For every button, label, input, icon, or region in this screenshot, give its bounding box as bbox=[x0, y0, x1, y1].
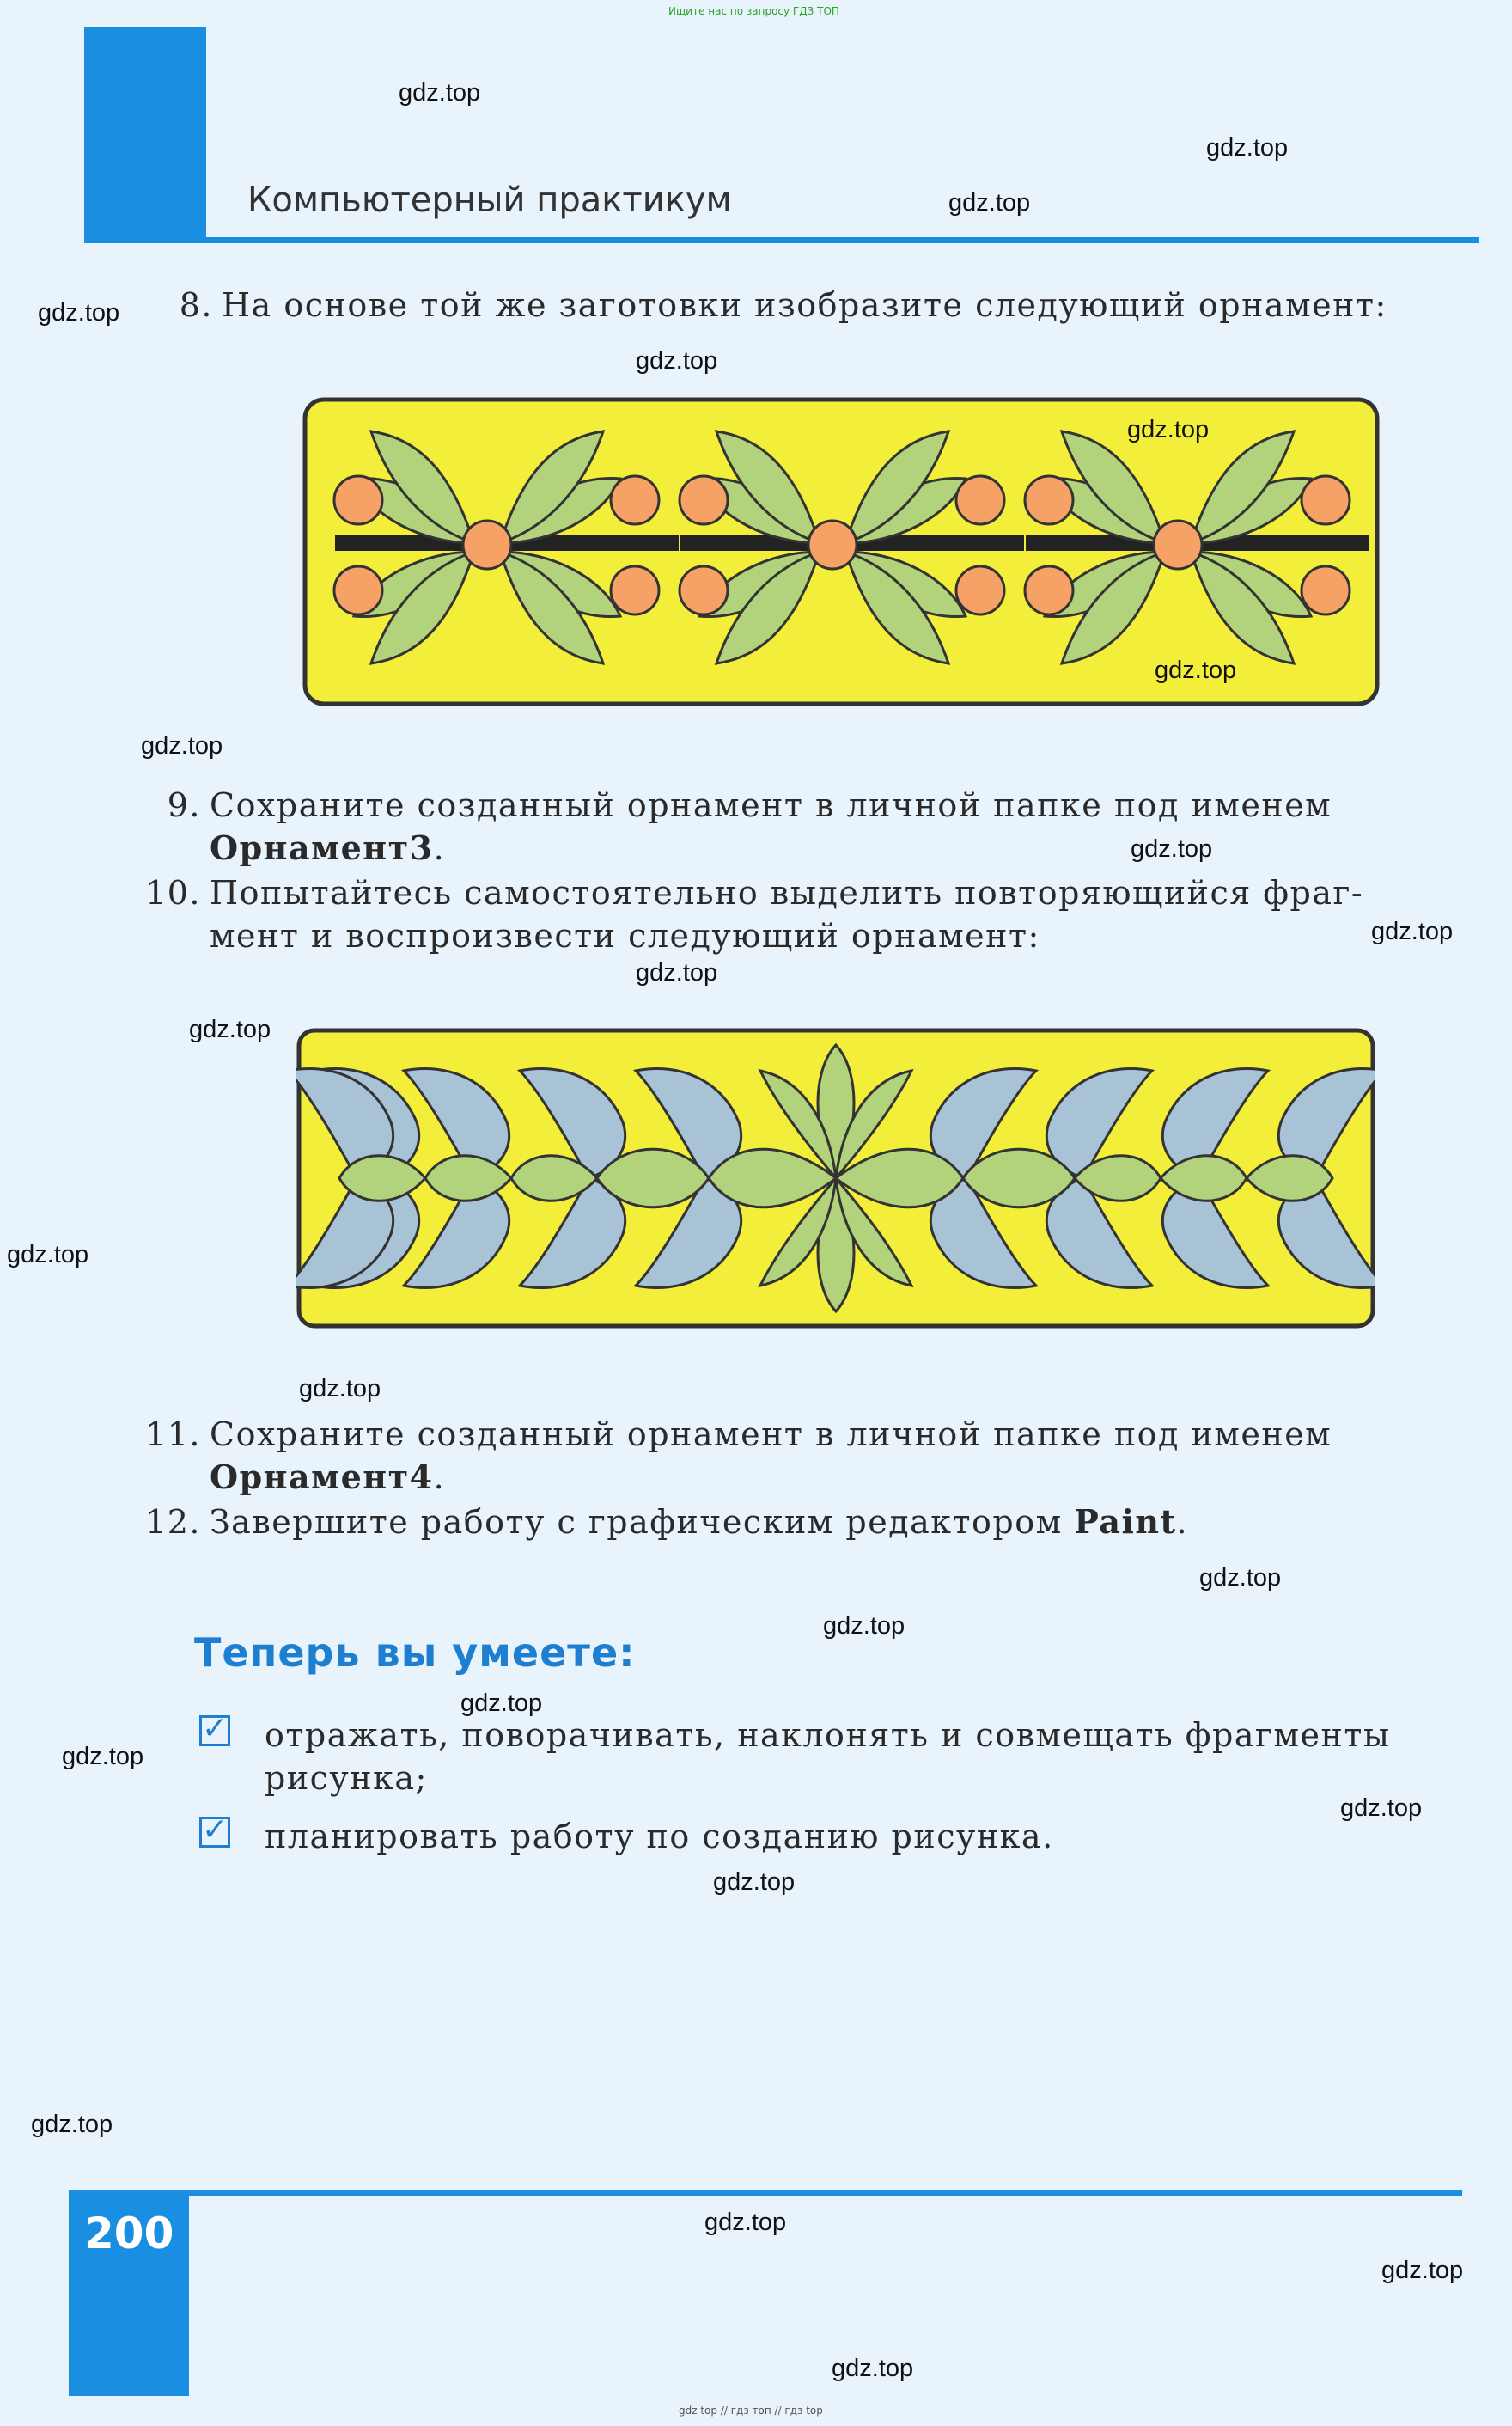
task-number: 11. bbox=[145, 1415, 201, 1453]
task-tail: . bbox=[433, 829, 446, 867]
task-11 bbox=[129, 1413, 1481, 1499]
header-color-bar bbox=[84, 27, 206, 237]
skills-title: Теперь вы умеете: bbox=[194, 1629, 636, 1676]
task-text: Завершите работу с графическим редактором bbox=[210, 1503, 1063, 1541]
task-text: Сохраните созданный орнамент в личной папке под именем bbox=[210, 1415, 1332, 1453]
checkbox-checked-icon: ✓ bbox=[199, 1715, 230, 1746]
watermark: gdz.top bbox=[1381, 2257, 1464, 2284]
task-10 bbox=[129, 871, 1481, 957]
skill-text: отражать, поворачивать, наклонять и совмещать фрагменты bbox=[265, 1716, 1391, 1754]
skill-text: планировать работу по созданию рисунка. bbox=[265, 1818, 1054, 1855]
task-text: Сохраните созданный орнамент в личной папке под именем bbox=[210, 786, 1332, 824]
task-9 bbox=[141, 784, 1481, 870]
task-text-line2: мент и воспроизвести следующий орнамент: bbox=[210, 917, 1040, 955]
watermark: gdz.top bbox=[832, 2355, 914, 2382]
watermark: gdz.top bbox=[636, 347, 718, 375]
task-8 bbox=[153, 284, 1476, 327]
header-rule bbox=[84, 237, 1479, 243]
top-notice: Ищите нас по запросу ГДЗ ТОП bbox=[668, 5, 839, 17]
watermark: gdz.top bbox=[299, 1375, 381, 1402]
watermark: gdz.top bbox=[62, 1743, 144, 1770]
task-text: На основе той же заготовки изобразите следующий орнамент: bbox=[222, 286, 1387, 324]
skill-text-line2: рисунка; bbox=[265, 1759, 428, 1797]
watermark: gdz.top bbox=[1155, 657, 1237, 684]
page-number: 200 bbox=[84, 2209, 174, 2258]
watermark: gdz.top bbox=[31, 2111, 113, 2138]
task-12 bbox=[129, 1500, 1481, 1543]
watermark: gdz.top bbox=[399, 79, 481, 107]
program-name: Paint bbox=[1074, 1502, 1177, 1541]
watermark: gdz.top bbox=[1371, 918, 1454, 945]
section-title: Компьютерный практикум bbox=[247, 180, 732, 220]
watermark: gdz.top bbox=[189, 1016, 271, 1043]
watermark: gdz.top bbox=[38, 299, 120, 327]
watermark: gdz.top bbox=[1127, 416, 1210, 443]
task-tail: . bbox=[1176, 1503, 1189, 1541]
watermark: gdz.top bbox=[1206, 134, 1289, 162]
task-tail: . bbox=[433, 1458, 446, 1496]
file-name: Орнамент3 bbox=[210, 828, 434, 867]
task-number: 10. bbox=[145, 874, 201, 912]
watermark: gdz.top bbox=[1340, 1794, 1423, 1822]
task-number: 9. bbox=[167, 786, 201, 824]
watermark: gdz.top bbox=[704, 2209, 787, 2236]
watermark: gdz.top bbox=[7, 1241, 89, 1268]
watermark: gdz.top bbox=[141, 732, 223, 760]
skill-item-2 bbox=[265, 1815, 1476, 1858]
watermark: gdz.top bbox=[823, 1612, 905, 1640]
skill-item-1 bbox=[265, 1714, 1476, 1800]
task-number: 12. bbox=[145, 1503, 201, 1541]
bottom-notice: gdz top // гдз топ // гдз top bbox=[679, 2405, 823, 2417]
watermark: gdz.top bbox=[1199, 1564, 1282, 1592]
watermark: gdz.top bbox=[636, 959, 718, 987]
checkbox-checked-icon: ✓ bbox=[199, 1817, 230, 1848]
watermark: gdz.top bbox=[1131, 835, 1213, 863]
task-number: 8. bbox=[179, 286, 213, 324]
file-name: Орнамент4 bbox=[210, 1457, 434, 1496]
watermark: gdz.top bbox=[713, 1868, 796, 1896]
watermark: gdz.top bbox=[460, 1690, 543, 1717]
ornament-4-image bbox=[296, 1028, 1375, 1329]
task-text: Попытайтесь самостоятельно выделить повторяющийся фраг- bbox=[210, 874, 1364, 912]
footer-rule bbox=[69, 2190, 1462, 2196]
watermark: gdz.top bbox=[948, 189, 1031, 217]
